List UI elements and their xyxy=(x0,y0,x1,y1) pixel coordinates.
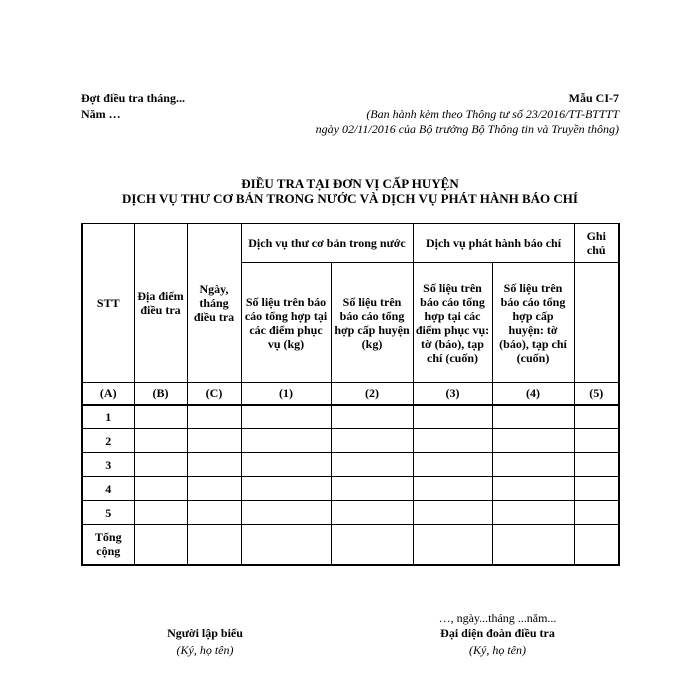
table-cell xyxy=(187,405,241,429)
header-note: Ghi chú xyxy=(574,224,619,263)
table-cell xyxy=(187,525,241,565)
header-press-point: Số liệu trên báo cáo tổng hợp tại các điểm phục vụ: tờ (báo), tạp chí (cuốn) xyxy=(413,263,492,383)
table-cell xyxy=(574,453,619,477)
table-cell xyxy=(413,477,492,501)
table-cell xyxy=(331,453,413,477)
table-cell xyxy=(492,405,574,429)
table-cell xyxy=(241,453,331,477)
table-cell xyxy=(413,453,492,477)
code-2: (2) xyxy=(331,383,413,405)
row-number: 3 xyxy=(82,453,134,477)
table-cell xyxy=(492,501,574,525)
total-row xyxy=(82,525,619,565)
representative-signature-block xyxy=(400,626,595,658)
table-cell xyxy=(187,477,241,501)
row-number: 5 xyxy=(82,501,134,525)
table-cell xyxy=(134,501,187,525)
form-code: Mẫu CI-7 xyxy=(568,91,619,105)
code-c: (C) xyxy=(187,383,241,405)
table-cell xyxy=(241,429,331,453)
table-row xyxy=(82,405,619,429)
table-cell xyxy=(574,525,619,565)
code-3: (3) xyxy=(413,383,492,405)
table-row xyxy=(82,429,619,453)
table-cell xyxy=(331,477,413,501)
header-mail-point: Số liệu trên báo cáo tổng hợp tại các điểm phục vụ (kg) xyxy=(241,263,331,383)
header-location: Địa điểm điều tra xyxy=(134,224,187,383)
row-number: 2 xyxy=(82,429,134,453)
table-cell xyxy=(187,453,241,477)
table-cell xyxy=(492,429,574,453)
preparer-note: (Ký, họ tên) xyxy=(176,643,234,657)
table-row xyxy=(82,477,619,501)
table-cell xyxy=(331,429,413,453)
table-cell xyxy=(492,453,574,477)
table-cell xyxy=(241,501,331,525)
table-cell xyxy=(413,501,492,525)
sign-date-line: …, ngày...tháng ...năm... xyxy=(438,611,557,625)
survey-year: Năm … xyxy=(81,107,121,121)
header-row-groups xyxy=(82,224,619,263)
survey-table xyxy=(81,223,620,566)
representative-title: Đại diện đoàn điều tra xyxy=(440,626,555,640)
table-cell xyxy=(492,477,574,501)
issued-by-line2: ngày 02/11/2016 của Bộ trưởng Bộ Thông tin và Truyền thông) xyxy=(315,122,619,136)
title-line2: DỊCH VỤ THƯ CƠ BẢN TRONG NƯỚC VÀ DỊCH VỤ PHÁT HÀNH BÁO CHÍ xyxy=(122,191,578,206)
table-cell xyxy=(134,477,187,501)
code-1: (1) xyxy=(241,383,331,405)
table-cell xyxy=(134,525,187,565)
code-5: (5) xyxy=(574,383,619,405)
table-cell xyxy=(134,429,187,453)
table-cell xyxy=(331,501,413,525)
preparer-title: Người lập biểu xyxy=(167,626,243,640)
table-cell xyxy=(413,429,492,453)
table-cell xyxy=(574,501,619,525)
code-4: (4) xyxy=(492,383,574,405)
table-cell xyxy=(331,405,413,429)
table-cell xyxy=(574,429,619,453)
table-cell xyxy=(331,525,413,565)
table-cell xyxy=(187,501,241,525)
header-group-mail: Dịch vụ thư cơ bản trong nước xyxy=(241,224,413,263)
header-press-district: Số liệu trên báo cáo tổng hợp cấp huyện: tờ (báo), tạp chí (cuốn) xyxy=(492,263,574,383)
table-cell xyxy=(134,405,187,429)
table-row xyxy=(82,501,619,525)
representative-note: (Ký, họ tên) xyxy=(469,643,526,657)
code-a: (A) xyxy=(82,383,134,405)
table-cell xyxy=(187,429,241,453)
table-cell xyxy=(241,405,331,429)
table-cell xyxy=(241,525,331,565)
table-cell xyxy=(241,477,331,501)
table-cell xyxy=(134,453,187,477)
code-row xyxy=(82,383,619,405)
header-stt: STT xyxy=(82,224,134,383)
issued-by-line1: (Ban hành kèm theo Thông tư số 23/2016/TT-BTTTT xyxy=(366,107,619,121)
survey-period: Đợt điều tra tháng... xyxy=(81,91,185,105)
table-cell xyxy=(574,477,619,501)
preparer-signature-block xyxy=(130,626,280,658)
table-cell xyxy=(574,405,619,429)
header-mail-district: Số liệu trên báo cáo tổng hợp cấp huyện (kg) xyxy=(331,263,413,383)
header-date: Ngày, tháng điều tra xyxy=(187,224,241,383)
table-cell xyxy=(413,525,492,565)
title-line1: ĐIỀU TRA TẠI ĐƠN VỊ CẤP HUYỆN xyxy=(241,176,459,191)
total-label: Tổng cộng xyxy=(82,525,134,565)
code-b: (B) xyxy=(134,383,187,405)
row-number: 4 xyxy=(82,477,134,501)
row-number: 1 xyxy=(82,405,134,429)
table-cell xyxy=(413,405,492,429)
header-note-blank xyxy=(574,263,619,383)
table-row xyxy=(82,453,619,477)
table-cell xyxy=(492,525,574,565)
header-group-press: Dịch vụ phát hành báo chí xyxy=(413,224,574,263)
